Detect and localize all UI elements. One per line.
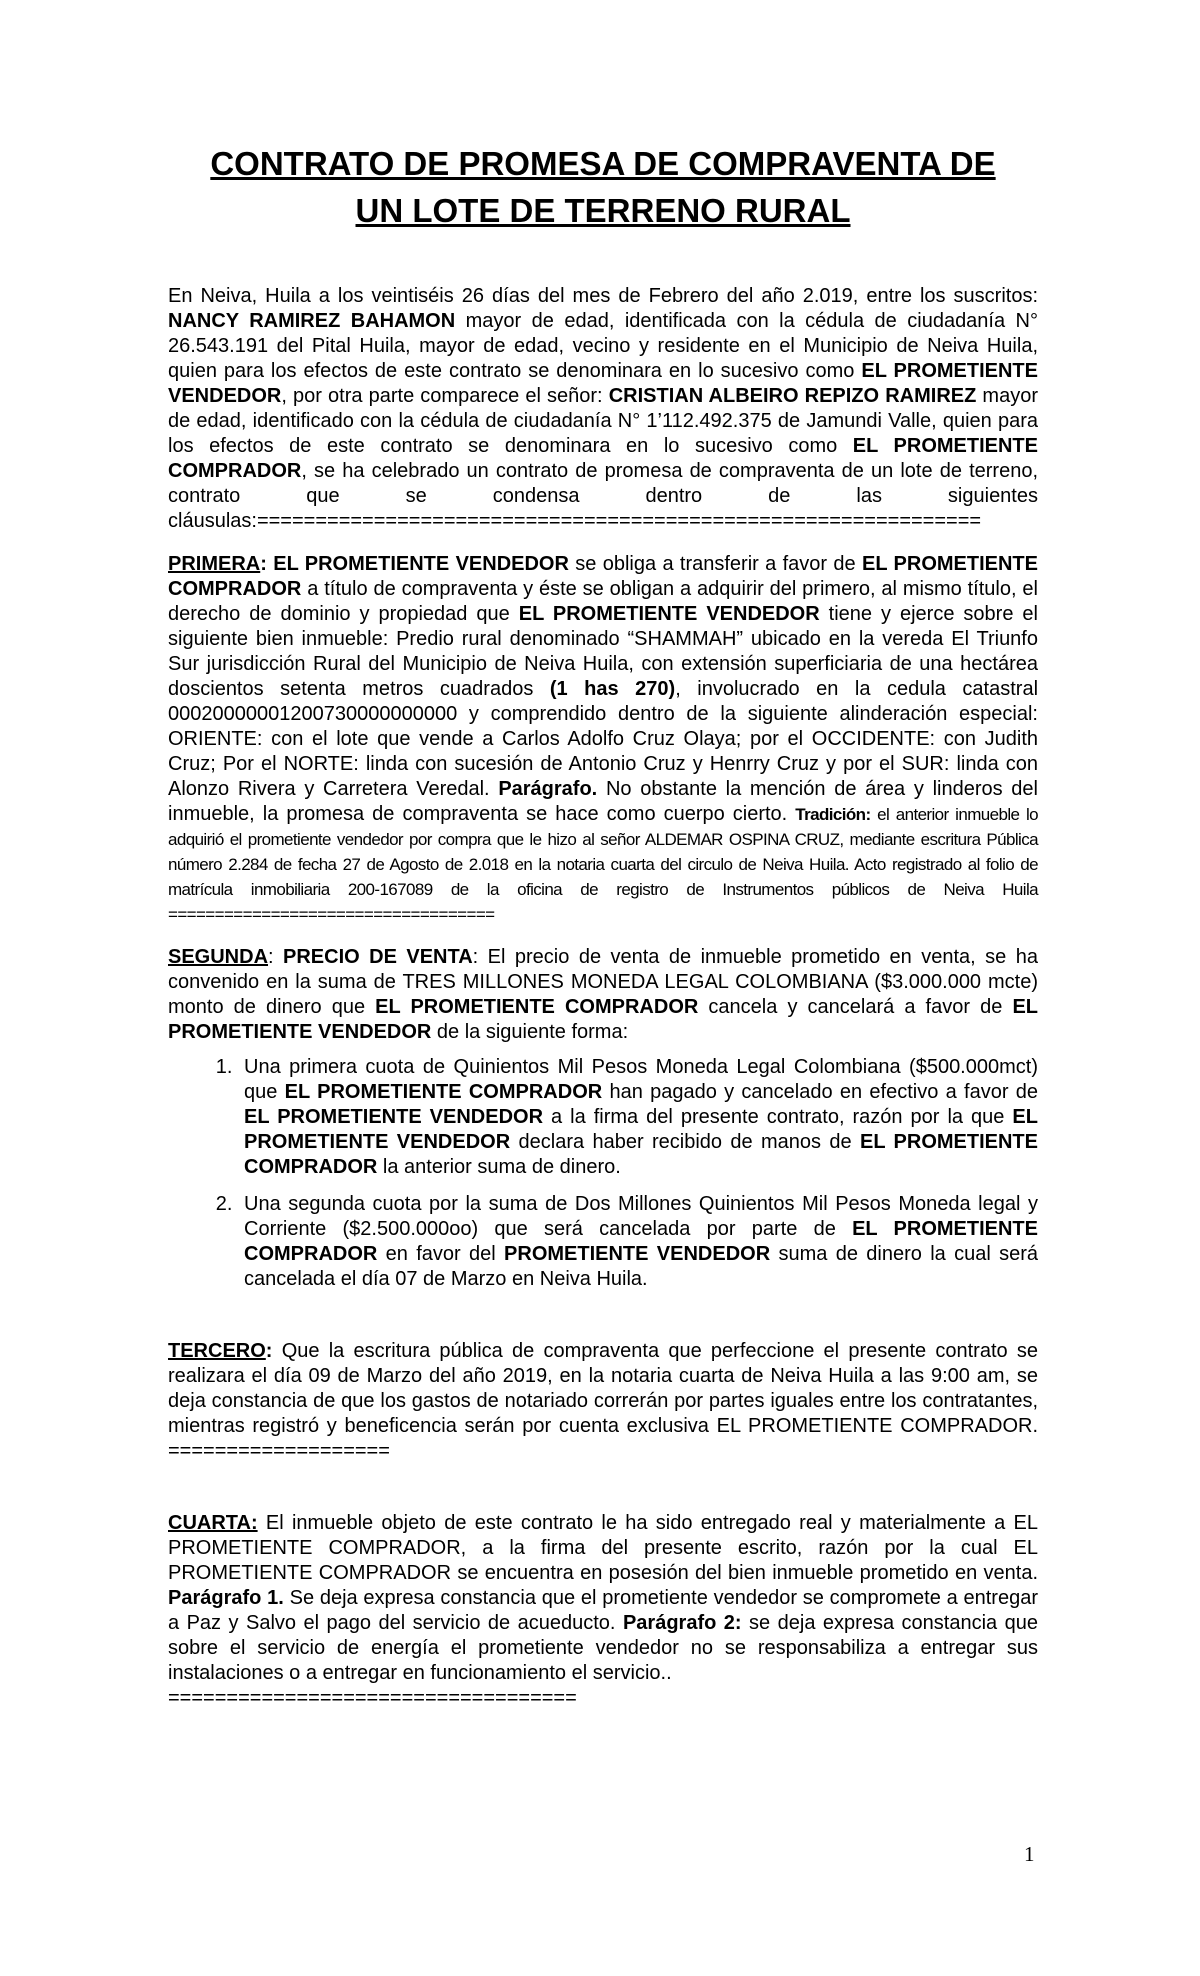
list-item bbox=[238, 1055, 1038, 1180]
list-item bbox=[238, 1192, 1038, 1292]
clause-cuarta bbox=[168, 1511, 1038, 1711]
party-seller: EL PROMETIENTE VENDEDOR bbox=[244, 1106, 1038, 1153]
clause-label: CUARTA: bbox=[168, 1512, 258, 1534]
paragraph-label: Parágrafo 1. bbox=[168, 1587, 284, 1609]
clause-text: se deja expresa constancia que sobre el servicio de energía el prometiente vendedor no se responsabiliza a entregar sus instalaciones o a entregar en funcionamiento el servicio.. bbox=[168, 1612, 1038, 1684]
party-buyer: EL PROMETIENTE COMPRADOR bbox=[284, 1081, 603, 1103]
clause-text: se obliga a transferir a favor de bbox=[568, 553, 862, 575]
item-text: a la firma del presente contrato, razón por la que bbox=[543, 1106, 1013, 1128]
clause-text: No obstante la mención de área y linderos del inmueble, la promesa de compraventa se hace como cuerpo cierto. bbox=[168, 778, 1038, 825]
clause-text: Que la escritura pública de compraventa que perfeccione el presente contrato se realizara el día 09 de Marzo del año 2019, en la notaria cuarta de Neiva Huila a las 9:00 am, se deja constancia de que los gastos de notariado correrán por partes iguales entre los contratantes, mientras registró y beneficencia serán por cuenta exclusiva EL PROMETIENTE COMPRADOR. =================== bbox=[168, 1340, 1038, 1462]
clause-text: , involucrado en la cedula catastral 00020000001200730000000000 y comprendido dentro de la siguiente alinderación especial: ORIENTE: con el lote que vende a Carlos Adolfo Cruz Olaya; por el OCCIDENTE: con Judith Cruz; Por el NORTE: linda con sucesión de Antonio Cruz y Henrry Cruz y por el SUR: linda con Alonzo Rivera y Carretera Veredal. bbox=[168, 678, 1039, 800]
clause-label: TERCERO bbox=[168, 1340, 266, 1362]
clause-segunda bbox=[168, 945, 1038, 1045]
party-buyer: EL PROMETIENTE COMPRADOR bbox=[244, 1131, 1038, 1178]
party-seller: EL PROMETIENTE VENDEDOR bbox=[244, 1106, 544, 1128]
item-text: suma de dinero la cual será cancelada el día 07 de Marzo en Neiva Huila. bbox=[244, 1243, 1038, 1290]
paragraph-label: Parágrafo 2: bbox=[622, 1612, 742, 1634]
clause-tercero bbox=[168, 1339, 1038, 1464]
party-seller: EL PROMETIENTE VENDEDOR bbox=[168, 996, 1039, 1043]
item-text: han pagado y cancelado en efectivo a favor de bbox=[602, 1081, 1038, 1103]
intro-text: , por otra parte comparece el señor: bbox=[281, 385, 609, 407]
clause-colon: : bbox=[260, 553, 267, 575]
clause-text: Se deja expresa constancia que el prometiente vendedor se compromete a entregar a Paz y Salvo el pago del servicio de acueducto. bbox=[168, 1587, 1039, 1634]
clause-label: PRIMERA bbox=[168, 553, 261, 575]
intro-text: , se ha celebrado un contrato de promesa de compraventa de un lote de terreno, contrato que se condensa dentro de las siguientes cláusulas: bbox=[168, 460, 1038, 532]
clause-colon: : bbox=[265, 1340, 273, 1362]
seller-name: NANCY RAMIREZ BAHAMON bbox=[168, 310, 456, 332]
item-text: declara haber recibido de manos de bbox=[510, 1131, 860, 1153]
party-seller: PROMETIENTE VENDEDOR bbox=[504, 1243, 771, 1265]
area-value: (1 has 270) bbox=[549, 678, 676, 700]
intro-paragraph bbox=[168, 284, 1038, 534]
item-text: la anterior suma de dinero. bbox=[377, 1156, 621, 1178]
intro-text: mayor de edad, identificado con la cédula de ciudadanía N° 1’112.492.375 de Jamundi Valle, quien para los efectos de este contrato se denominara en lo sucesivo como bbox=[168, 385, 1039, 457]
clause-text: : El precio de venta de inmueble prometido en venta, se ha convenido en la suma de TRES MILLONES MONEDA LEGAL COLOMBIANA ($3.000.000 mcte) monto de dinero que bbox=[168, 946, 1038, 1018]
tradicion-label: Tradición: bbox=[795, 805, 871, 824]
document-body bbox=[168, 140, 1038, 1711]
party-buyer: EL PROMETIENTE COMPRADOR bbox=[375, 996, 699, 1018]
clause-text: de la siguiente forma: bbox=[431, 1021, 629, 1043]
item-text: en favor del bbox=[377, 1243, 505, 1265]
item-text: Una primera cuota de Quinientos Mil Pesos Moneda Legal Colombiana ($500.000mct) que bbox=[244, 1056, 1038, 1103]
item-text: Una segunda cuota por la suma de Dos Millones Quinientos Mil Pesos Moneda legal y Corriente ($2.500.000oo) que será cancelada por parte de bbox=[244, 1193, 1038, 1240]
party-seller: EL PROMETIENTE VENDEDOR bbox=[266, 553, 569, 575]
page-number: 1 bbox=[1024, 1842, 1035, 1866]
intro-text: En Neiva, Huila a los veintiséis 26 días del mes de Febrero del año 2.019, entre los suscritos: bbox=[168, 285, 1038, 307]
party-buyer: EL PROMETIENTE COMPRADOR bbox=[244, 1218, 1038, 1265]
party-buyer: EL PROMETIENTE COMPRADOR bbox=[168, 435, 1038, 482]
clause-text: tiene y ejerce sobre el siguiente bien inmueble: Predio rural denominado “SHAMMAH” ubicado en la vereda El Triunfo Sur jurisdicción Rural del Municipio de Neiva Huila, con extensión superficiaria de una hectárea doscientos setenta metros cuadrados bbox=[168, 603, 1038, 700]
party-buyer: EL PROMETIENTE COMPRADOR bbox=[168, 553, 1038, 600]
title-line-1: CONTRATO DE PROMESA DE COMPRAVENTA DE bbox=[210, 145, 996, 182]
clause-text: cancela y cancelará a favor de bbox=[698, 996, 1013, 1018]
title-line-2: UN LOTE DE TERRENO RURAL bbox=[355, 192, 851, 229]
paragraph-label: Parágrafo. bbox=[498, 778, 598, 800]
clause-text: El inmueble objeto de este contrato le ha sido entregado real y materialmente a EL PROMETIENTE COMPRADOR, a la firma del presente escrito, razón por la cual EL PROMETIENTE COMPRADOR se encuentra en posesión del bien inmueble prometido en venta. bbox=[168, 1512, 1038, 1584]
clause-label: SEGUNDA bbox=[168, 946, 269, 968]
separator-line: ============================================================== bbox=[256, 510, 982, 532]
clause-text: a título de compraventa y éste se obligan a adquirir del primero, al mismo título, el derecho de dominio y propiedad que bbox=[168, 578, 1038, 625]
document-title bbox=[168, 140, 1038, 234]
buyer-name: CRISTIAN ALBEIRO REPIZO RAMIREZ bbox=[608, 385, 977, 407]
party-seller: EL PROMETIENTE VENDEDOR bbox=[168, 360, 1038, 407]
party-seller: EL PROMETIENTE VENDEDOR bbox=[518, 603, 820, 625]
separator-line: =================================== bbox=[168, 1687, 577, 1709]
clause-colon: : bbox=[268, 946, 274, 968]
price-heading: PRECIO DE VENTA bbox=[273, 946, 473, 968]
tradicion-text: el anterior inmueble lo adquirió el prometiente vendedor por compra que le hizo al señor ALDEMAR OSPINA CRUZ, mediante escritura Pública número 2.284 de fecha 27 de Agosto de 2.018 en la notaria cuarta del circulo de Neiva Huila. Acto registrado al folio de matrícula inmobiliaria 200-167089 de la oficina de registro de Instrumentos públicos de Neiva Huila =================================== bbox=[168, 805, 1038, 924]
payment-list bbox=[168, 1055, 1038, 1292]
intro-text: mayor de edad, identificada con la cédula de ciudadanía N° 26.543.191 del Pital Huila, mayor de edad, vecino y residente en el Municipio de Neiva Huila, quien para los efectos de este contrato se denominara en lo sucesivo como bbox=[168, 310, 1038, 382]
clause-primera bbox=[168, 552, 1038, 927]
